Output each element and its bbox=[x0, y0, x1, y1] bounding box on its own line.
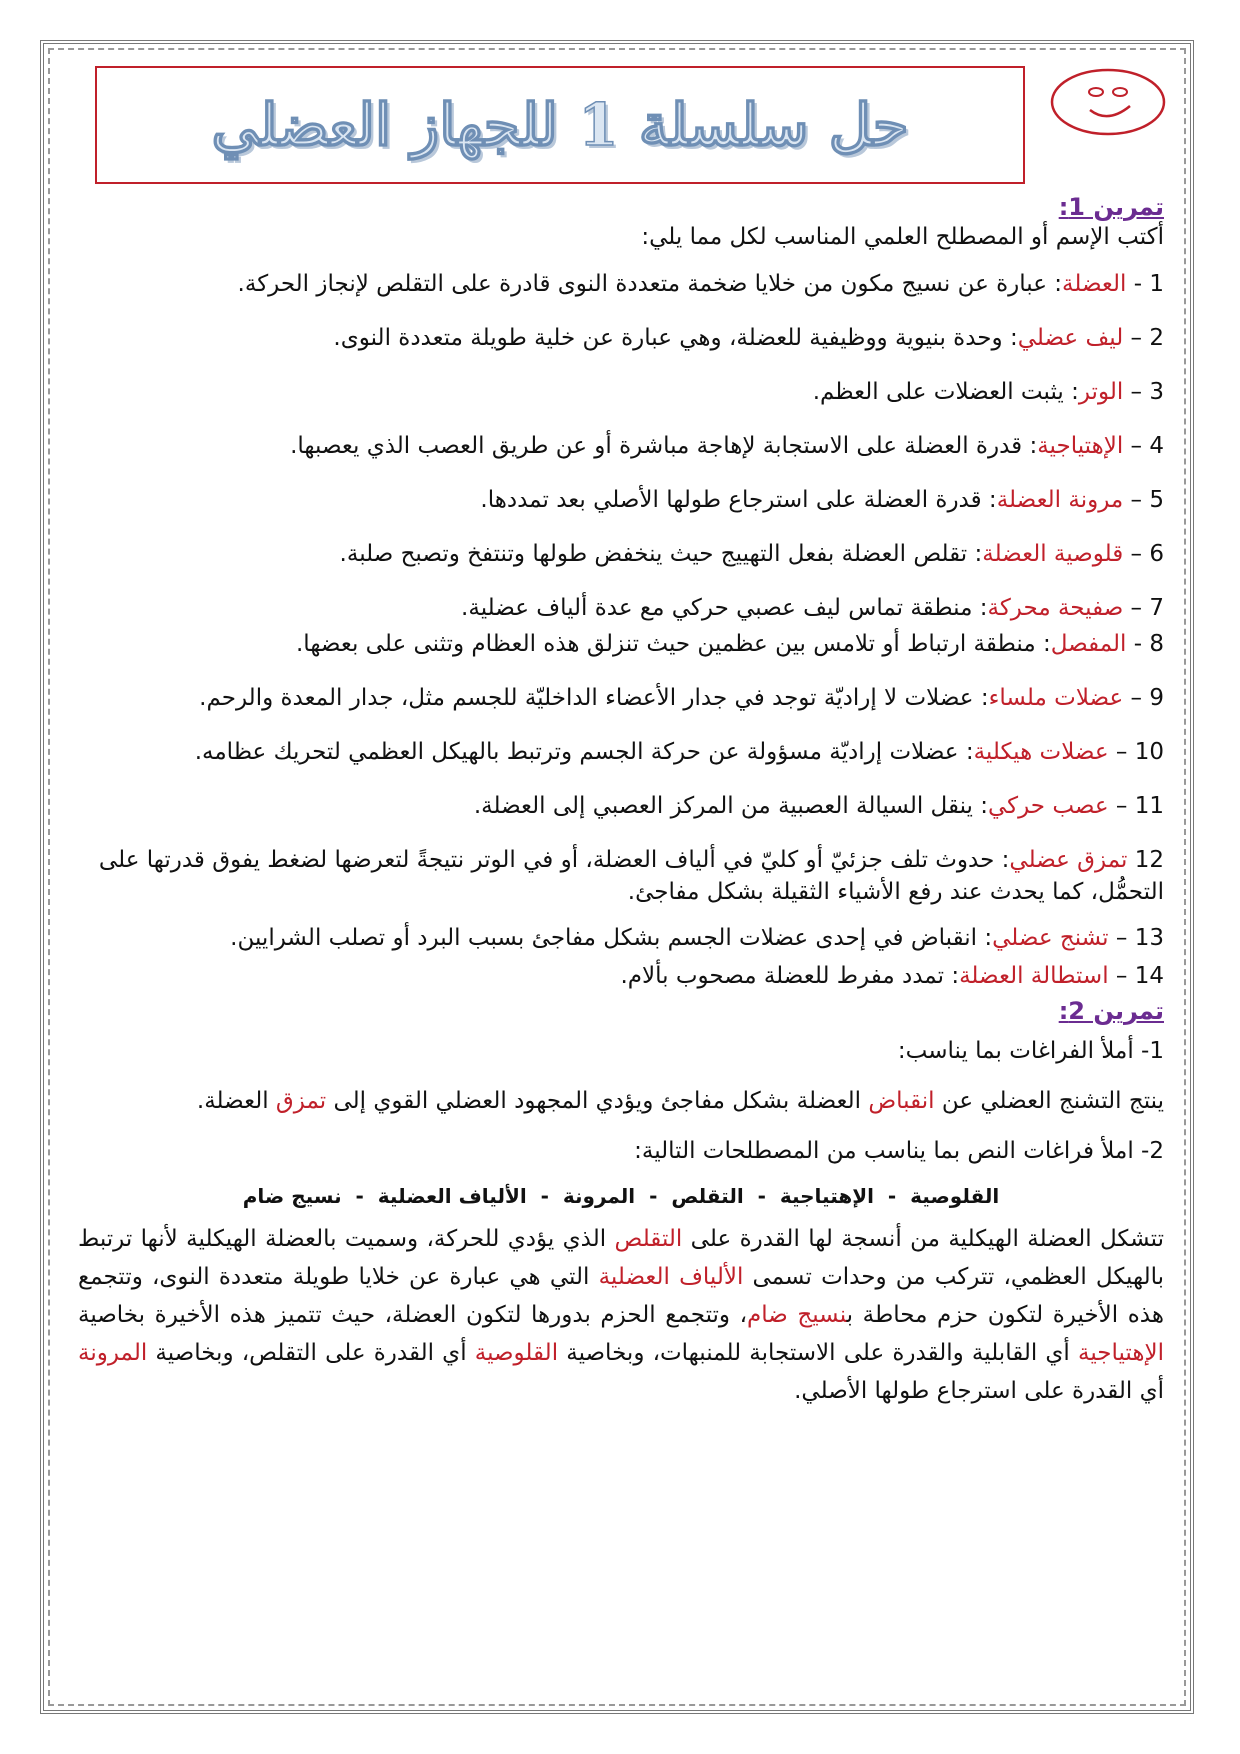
item-definition: : يثبت العضلات على العظم. bbox=[812, 379, 1079, 405]
definition-item bbox=[78, 790, 1164, 822]
para-text-6: أي القدرة على التقلص، وبخاصية bbox=[147, 1340, 475, 1366]
definition-item bbox=[78, 268, 1164, 300]
a1-text-2: العضلة بشكل مفاجئ ويؤدي المجهود العضلي القوي إلى bbox=[326, 1088, 869, 1114]
definition-item bbox=[78, 844, 1164, 908]
item-number: 14 – bbox=[1115, 963, 1164, 989]
item-number: 13 – bbox=[1115, 925, 1164, 951]
item-definition: : تمدد مفرط للعضلة مصحوب بألام. bbox=[620, 963, 960, 989]
item-number: 6 – bbox=[1130, 541, 1164, 567]
item-definition: : منطقة ارتباط أو تلامس بين عظمين حيث تنزلق هذه العظام وتثنى على بعضها. bbox=[296, 631, 1051, 657]
exercise1-instruction: أكتب الإسم أو المصطلح العلمي المناسب لكل مما يلي: bbox=[641, 224, 1164, 250]
definition-item bbox=[78, 628, 1164, 660]
item-number: 8 - bbox=[1133, 631, 1164, 657]
para-text-1: تتشكل العضلة الهيكلية من أنسجة لها القدرة على bbox=[682, 1226, 1164, 1252]
item-term: العضلة bbox=[1062, 271, 1127, 297]
page-title: حل سلسلة 1 للجهاز العضلي bbox=[211, 91, 909, 159]
exercise2-q1: 1- أملأ الفراغات بما يناسب: bbox=[897, 1038, 1164, 1064]
definition-item bbox=[78, 960, 1164, 992]
exercise1-heading: تمرين 1: bbox=[1058, 193, 1164, 221]
item-term: تمزق عضلي bbox=[1009, 847, 1128, 873]
para-text-3: التي هي عبارة عن خلايا طويلة متعددة النوى، وتتجمع هذه الأخيرة لتكون حزم محاطة ب bbox=[78, 1264, 1164, 1328]
item-term: مرونة العضلة bbox=[996, 487, 1124, 513]
smiley-icon bbox=[1048, 66, 1168, 138]
para-text-4: ، وتتجمع الحزم بدورها لتكون العضلة، حيث تتميز هذه الأخيرة بخاصية bbox=[78, 1302, 748, 1328]
definition-item bbox=[78, 376, 1164, 408]
definition-item bbox=[78, 592, 1164, 624]
para-text-5: أي القابلية والقدرة على الاستجابة للمنبهات، وبخاصية bbox=[558, 1340, 1078, 1366]
item-definition: : عبارة عن نسيج مكون من خلايا ضخمة متعددة النوى قادرة على التقلص لإنجاز الحركة. bbox=[237, 271, 1063, 297]
para-answer-3: نسيج ضام bbox=[747, 1302, 847, 1328]
item-definition: : وحدة بنيوية ووظيفية للعضلة، وهي عبارة عن خلية طويلة متعددة النوى. bbox=[333, 325, 1018, 351]
item-definition: : منطقة تماس ليف عصبي حركي مع عدة ألياف عضلية. bbox=[461, 595, 988, 621]
item-number: 10 – bbox=[1115, 739, 1164, 765]
item-term: استطالة العضلة bbox=[959, 963, 1109, 989]
exercise2-paragraph bbox=[78, 1220, 1164, 1410]
para-text-7: أي القدرة على استرجاع طولها الأصلي. bbox=[794, 1378, 1164, 1404]
para-answer-2: الألياف العضلية bbox=[598, 1264, 744, 1290]
definition-item bbox=[78, 322, 1164, 354]
exercise2-q2: 2- املأ فراغات النص بما يناسب من المصطلحات التالية: bbox=[634, 1138, 1164, 1164]
definition-item bbox=[78, 430, 1164, 462]
item-term: عضلات هيكلية bbox=[973, 739, 1109, 765]
item-number: 1 - bbox=[1133, 271, 1164, 297]
para-answer-1: التقلص bbox=[614, 1226, 683, 1252]
item-definition: : تقلص العضلة بفعل التهييج حيث ينخفض طولها وتنتفخ وتصبح صلبة. bbox=[339, 541, 983, 567]
a1-answer-2: تمزق bbox=[275, 1088, 327, 1114]
item-term: الإهتياجية bbox=[1037, 433, 1124, 459]
definition-item bbox=[78, 682, 1164, 714]
item-term: قلوصية العضلة bbox=[982, 541, 1124, 567]
definitions-list bbox=[78, 268, 1164, 992]
item-definition: : عضلات إراديّة مسؤولة عن حركة الجسم وترتبط بالهيكل العظمي لتحريك عظامه. bbox=[194, 739, 974, 765]
item-definition: : حدوث تلف جزئيّ أو كليّ في ألياف العضلة، أو في الوتر نتيجةً لتعرضها لضغط يفوق قدرتها على التحمُّل، كما يحدث عند رفع الأشياء الثقيلة بشكل مفاجئ. bbox=[98, 847, 1164, 905]
item-term: تشنج عضلي bbox=[992, 925, 1109, 951]
item-term: عصب حركي bbox=[988, 793, 1109, 819]
title-box bbox=[95, 66, 1025, 184]
exercise2-a1 bbox=[78, 1086, 1164, 1116]
item-term: صفيحة محركة bbox=[987, 595, 1124, 621]
a1-text-1: ينتج التشنج العضلي عن bbox=[934, 1088, 1164, 1114]
definition-item bbox=[78, 736, 1164, 768]
item-number: 2 – bbox=[1130, 325, 1164, 351]
content bbox=[78, 192, 1164, 1410]
item-term: عضلات ملساء bbox=[988, 685, 1124, 711]
item-number: 12 bbox=[1134, 847, 1164, 873]
item-number: 11 – bbox=[1115, 793, 1164, 819]
item-term: الوتر bbox=[1078, 379, 1124, 405]
item-definition: : قدرة العضلة على الاستجابة لإهاجة مباشرة أو عن طريق العصب الذي يعصبها. bbox=[290, 433, 1038, 459]
a1-answer-1: انقباض bbox=[868, 1088, 935, 1114]
item-term: المفصل bbox=[1050, 631, 1127, 657]
item-definition: : انقباض في إحدى عضلات الجسم بشكل مفاجئ بسبب البرد أو تصلب الشرايين. bbox=[230, 925, 993, 951]
exercise2-heading: تمرين 2: bbox=[1058, 997, 1164, 1025]
para-answer-6: المرونة bbox=[78, 1340, 148, 1366]
item-number: 4 – bbox=[1130, 433, 1164, 459]
para-answer-5: القلوصية bbox=[474, 1340, 559, 1366]
item-term: ليف عضلي bbox=[1017, 325, 1124, 351]
keyword-list: القلوصية - الإهتياجية - التقلص - المرونة - الألياف العضلية - نسيج ضام bbox=[242, 1184, 1000, 1208]
definition-item bbox=[78, 484, 1164, 516]
definition-item bbox=[78, 922, 1164, 954]
para-text-2: الذي يؤدي للحركة، وسميت بالعضلة الهيكلية لأنها ترتبط بالهيكل العظمي، تتركب من وحدات تسمى bbox=[78, 1226, 1164, 1290]
item-number: 5 – bbox=[1130, 487, 1164, 513]
a1-text-3: العضلة. bbox=[196, 1088, 276, 1114]
item-definition: : عضلات لا إراديّة توجد في جدار الأعضاء الداخليّة للجسم مثل، جدار المعدة والرحم. bbox=[199, 685, 989, 711]
item-number: 3 – bbox=[1130, 379, 1164, 405]
definition-item bbox=[78, 538, 1164, 570]
item-definition: : ينقل السيالة العصبية من المركز العصبي إلى العضلة. bbox=[473, 793, 988, 819]
item-definition: : قدرة العضلة على استرجاع طولها الأصلي بعد تمددها. bbox=[480, 487, 997, 513]
para-answer-4: الإهتياجية bbox=[1077, 1340, 1164, 1366]
item-number: 7 – bbox=[1130, 595, 1164, 621]
item-number: 9 – bbox=[1130, 685, 1164, 711]
